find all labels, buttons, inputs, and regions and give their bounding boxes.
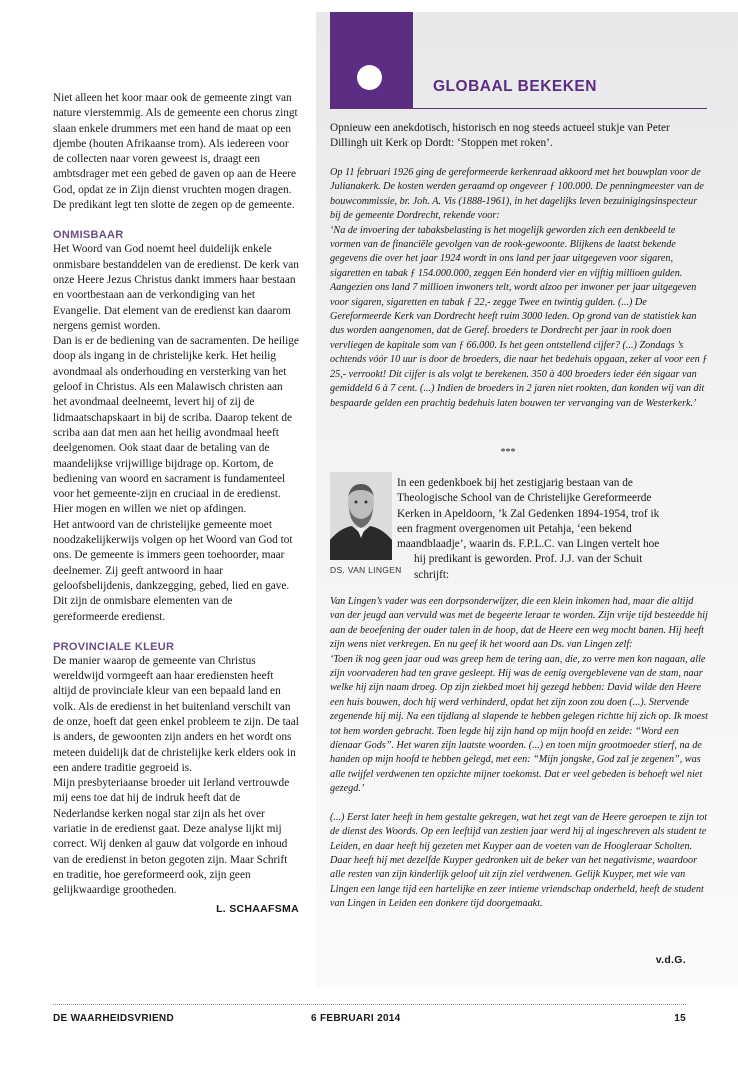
portrait-icon [330, 472, 392, 560]
paragraph: Mijn presbyteriaanse broeder uit Ierland vertrouwde mij eens toe dat hij de indruk heeft dat de Nederlandse kerken nogal star zijn als het over variatie in de eredienst gaat. Deze analyse lijkt mij correct. Wij denken al gauw dat volgorde en inhoud van de eredienst in beton gegoten zijn. Maar Schrift en traditie, hoe gereformeerd ook, zijn geen gelijkwaardige grootheden. [53, 777, 290, 897]
sidebar-title: GLOBAAL BEKEKEN [433, 78, 597, 95]
quote-block-roken [330, 166, 708, 411]
quote-paragraph: (...) Eerst later heeft in hem gestalte gekregen, wat het zegt van de Heere geroepen te zijn tot de dienst des Woords. Op een leeftijd van zestien jaar werd hij al ingeschreven als student te Leiden, en daar heeft hij gezeten met Kuyper aan de voeten van de Hoogleraar Scholten. Daar heeft hij met dezelfde Kuyper gedronken uit de beker van het negativisme, waardoor alle resten van zijn kinderlijk geloof uit zijn ziel verdwenen. Gelijk Kuyper, met wie van Lingen een lange tijd een hartelijke en zeer intieme vriendschap onderheld, heeft de student van Lingen in Leiden een donkere tijd doorgemaakt. [330, 811, 708, 910]
photo-caption: DS. VAN LINGEN [330, 565, 402, 575]
paragraph: Dan is er de bediening van de sacramenten. De heilige doop als ingang in de christelijke kerk. Het heilig avondmaal als onderhouding en versterking van het geloof in Christus. Als een Malawisch christen aan het avondmaal deelneemt, levert hij of zij de lidmaatschapskaart in bij de scriba. Daarop tekent de scriba aan dat men aan het heilig avondmaal heeft deelgenomen. Ook staat daar de betaling van de maandelijkse vrijwillige bijdrage op. Kortom, de bediening van woord en sacrament is fundamenteel voor het gemeente-zijn en cruciaal in de eredienst. Hier mogen en willen we niet op afdingen. [53, 335, 299, 516]
sidebar-intro: Opnieuw een anekdotisch, historisch en nog steeds actueel stukje van Peter Dillingh uit Kerk op Dordt: ‘Stoppen met roken’. [330, 122, 670, 150]
text-line: hij predikant is geworden. Prof. J.J. van der Schuit [414, 553, 643, 566]
footer-date: 6 FEBRUARI 2014 [311, 1013, 401, 1024]
text-line: Theologische School van de Christelijke Gereformeerde [397, 492, 652, 505]
quote-paragraph: ‘Na de invoering der tabaksbelasting is het mogelijk geworden zich een denkbeeld te vormen van de financiële gevolgen van de rook-gewoonte. Blijkens de laatst bekende gegevens die over het jaar 1924 wordt in ons land per jaar uitgegeven voor sigaren, sigaretten en tabak ƒ 154.000.000, zeggen Eén honderd vier en vijftig millioen gulden. Aangezien ons land 7 millioen inwoners telt, wordt alzoo per inwoner per jaar uitgegeven voor sigaren, sigaretten en tabak ƒ 22,- zegge Twee en twintig gulden. (...) De Gereformeerde Kerk van Dordrecht heeft ruim 3000 leden. Op grond van de statistiek kan dus worden aangenomen, dat de Geref. broeders te Dordrecht per jaar in rook doen vervliegen de kapitale som van ƒ 66.000. Is het geen ontstellend cijfer? (...) Zondags ’s ochtends vóór 10 uur is door de broeders, die naar het bedehuis opgaan, zeker al voor een ƒ 25,- verrookt! Dit cijfer is als volgt te berekenen. 350 à 400 broeders ieder één sigaar van gemiddeld 6 à 7 cent. (...) Indien de broeders in 2 jaren niet rookten, dan konden wij van dit bespaarde gelden een prachtig bedehuis laten bouwen ter vervanging van de Westerkerk.’ [330, 224, 708, 409]
quote-block-van-lingen [330, 595, 708, 912]
text-line: In een gedenkboek bij het zestigjarig bestaan van de [397, 477, 633, 489]
circle-icon [357, 65, 382, 90]
footer-publication: DE WAARHEIDSVRIEND [53, 1013, 174, 1024]
paragraph: Het antwoord van de christelijke gemeente moet noodzakelijkerwijs volgen op het Woord van God tot ons. De gemeente is immers geen toehoorder, maar deelnemer. Zij geeft antwoord in haar geloofsbelijdenis, dankzegging, gebed, lied en gave. Dit zijn de onmisbare elementen van de gereformeerde eredienst. [53, 518, 293, 623]
divider [330, 108, 707, 109]
quote-paragraph: ‘Toen ik nog geen jaar oud was greep hem de tering aan, die, zo verre men kon nagaan, alle zijn voorvaderen had ten grave gesleept. Hij was de eenig overgeblevene van de stam, naar welke hij zijn naam droeg. Op zijn ziekbed moet hij gezegd hebben: David wilde den Heere een huis bouwen, doch hij werd verhinderd, opdat het zijn zoon zou doen (...). Stervende zegenende hij mij. Na een tijdlang al slapende te hebben gelegen richtte hij zich op. Ik moest tot hem worden gebracht. Toen legde hij zijn hand op mijn hoofd en zeide: “Word een dienaar Gods”. Het waren zijn laatste woorden. (...) en toen mijn grootmoeder stierf, na de handen op mijn hoofd te hebben gelegd, met een: “Mijn jongske, God zal je zegenen”, was alle twijfel verdwenen ten opzichte mijner toekomst. Dat er veel gebeden is behoeft wel niet gezegd.’ [330, 653, 708, 795]
gedenkboek-paragraph [397, 476, 699, 583]
text-line: schrijft: [414, 568, 450, 581]
left-article-column [53, 91, 299, 917]
author-signature: L. SCHAAFSMA [216, 902, 299, 915]
quote-paragraph: Van Lingen’s vader was een dorpsonderwijzer, die een klein inkomen had, maar die altijd van der jeugd aan vervuld was met de begeerte leraar te worden. Zijn vrije tijd besteedde hij aan de beoefening der ouder talen in de hoop, dat de Heere een weg mocht banen. Hij heeft zijn wens niet verkregen. En nu geef ik het woord aan Ds. van Lingen zelf: [330, 596, 708, 651]
text-line: maandblaadje’, waarin ds. F.P.L.C. van Lingen vertelt hoe [397, 538, 660, 551]
section-heading-provinciale-kleur: PROVINCIALE KLEUR [53, 640, 175, 653]
paragraph: Het Woord van God noemt heel duidelijk enkele onmisbare bestanddelen van de eredienst. De kerk van onze Heere Jezus Christus dankt immers haar bestaan en voortbestaan aan de verkondiging van het Evangelie. Dat element van de eredienst kan daarom nergens gemist worden. [53, 243, 299, 332]
sidebar-logo-block [330, 12, 413, 108]
text-line: een fragment overgenomen uit Petahja, ‘een bekend [397, 522, 632, 535]
text-line: Kerken in Apeldoorn, ’k Zal Gedenken 1894-1954, trof ik [397, 507, 660, 520]
sidebar-signature: v.d.G. [655, 954, 686, 966]
paragraph: De manier waarop de gemeente van Christus wereldwijd vormgeeft aan haar erediensten heeft altijd de provinciale kleur van een bepaald land en volk. Als de eredienst in het buitenland verschilt van de onze, hoeft dat geen enkel probleem te zijn. De taal is anders, de gewoonten zijn anders en het wordt ons meteen duidelijk dat de christelijke kerk elders ook in een andere traditie gegroeid is. [53, 654, 299, 774]
section-heading-onmisbaar: ONMISBAAR [53, 229, 124, 242]
quote-paragraph: Op 11 februari 1926 ging de gereformeerde kerkenraad akkoord met het bouwplan voor de Julianakerk. De kosten werden geraamd op ongeveer ƒ 100.000. De penningmeester van de bouwcommissie, br. Joh. A. Vis (1888-1961), in het dagelijks leven bezuinigingsinspecteur bij de gemeente Dordrecht, rekende voor: [330, 167, 704, 222]
section-separator: *** [500, 447, 516, 458]
paragraph: Niet alleen het koor maar ook de gemeente zingt van nature vierstemmig. Als de gemeente een chorus zingt slaan enkele drummers met een hand de maat op een djembe (houten Afrikaanse trom). Als iedereen voor de collecten naar voren geweest is, draagt een ambtsdrager met een gebed de gaven op aan de Heere God, opdat ze in Zijn dienst vruchten mogen dragen. De predikant legt ten slotte de zegen op de gemeente. [53, 92, 298, 212]
portrait-photo [330, 472, 392, 560]
page-number: 15 [674, 1013, 686, 1024]
footer-divider [53, 1004, 686, 1005]
